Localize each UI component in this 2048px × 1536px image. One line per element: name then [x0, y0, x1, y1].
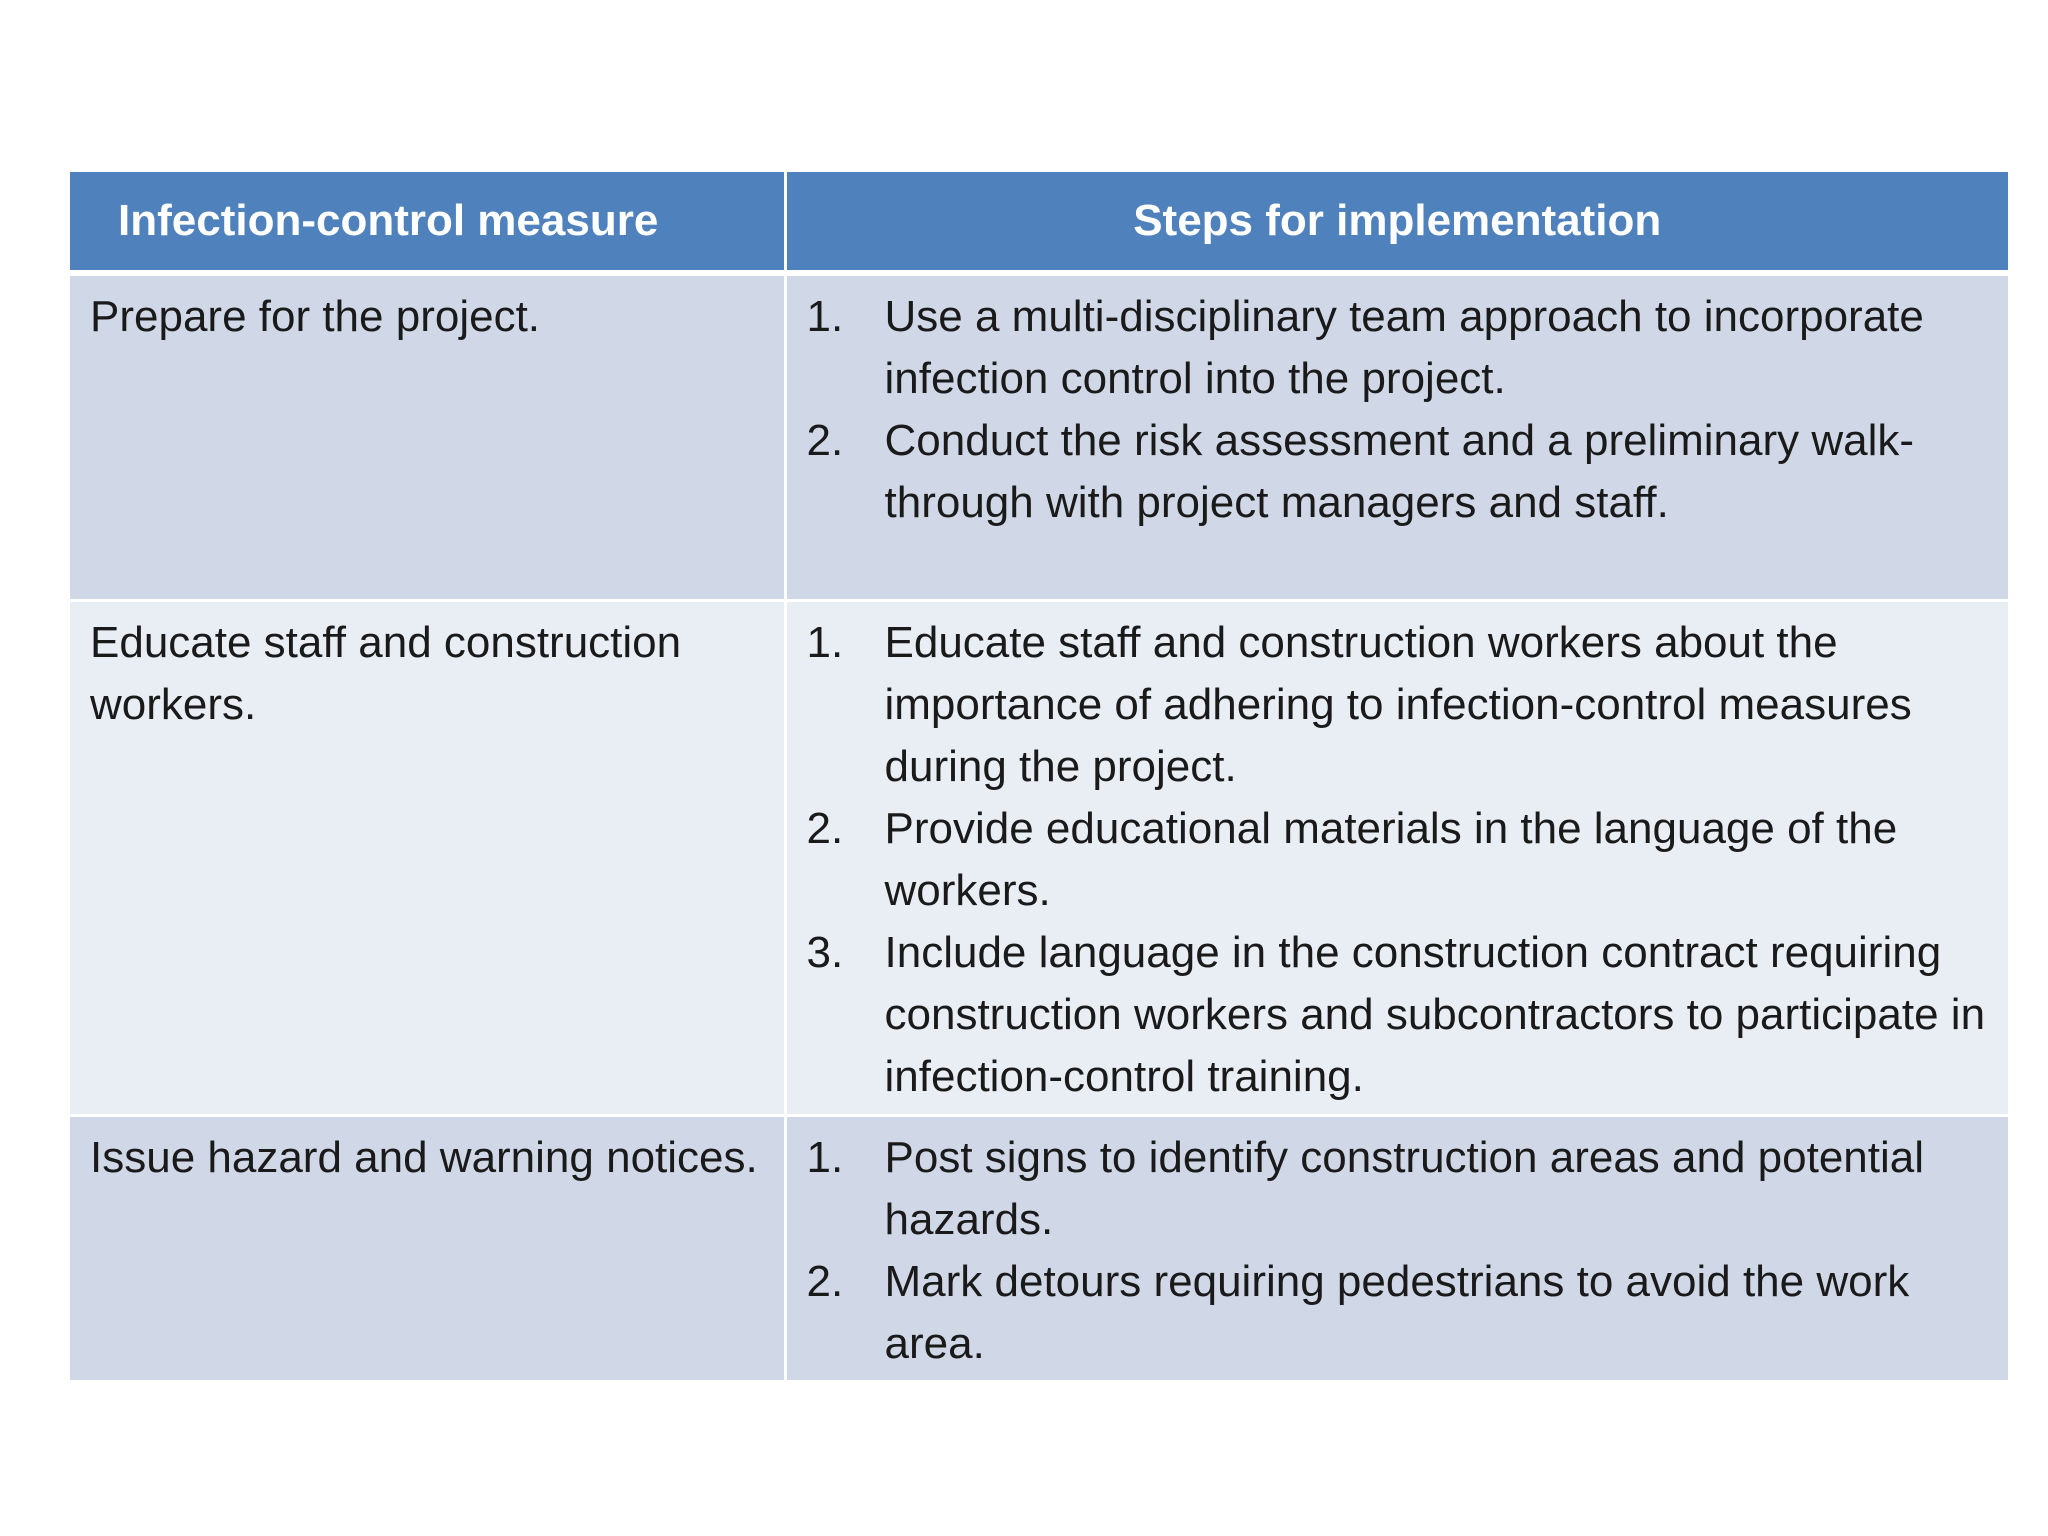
header-measure: Infection-control measure [70, 172, 785, 273]
infection-control-table [70, 172, 2008, 1383]
step-text: Provide educational materials in the language of the workers. [884, 803, 1898, 915]
step-text: Conduct the risk assessment and a preliminary walk-through with project managers and staff. [884, 416, 1915, 527]
steps-cell [785, 1115, 2008, 1381]
steps-list [807, 1127, 1989, 1375]
step-number: 2. [806, 803, 844, 853]
table-header-row [70, 172, 2008, 273]
step-text: Mark detours requiring pedestrians to avoid the work area. [884, 1256, 1910, 1368]
list-item [807, 286, 1989, 410]
step-text: Include language in the construction contract requiring construction workers and subcontractors to participate in infection-control training. [884, 927, 1986, 1101]
step-number: 3. [806, 927, 844, 977]
step-text: Educate staff and construction workers about the importance of adhering to infection-control measures during the project. [884, 617, 1912, 791]
header-steps: Steps for implementation [785, 172, 2008, 273]
list-item [807, 798, 1989, 922]
table-row [70, 600, 2008, 1115]
measure-cell: Issue hazard and warning notices. [70, 1115, 785, 1381]
step-number: 1. [806, 1132, 844, 1182]
list-item [807, 1127, 1989, 1251]
step-text: Post signs to identify construction areas and potential hazards. [884, 1132, 1924, 1244]
measure-cell: Prepare for the project. [70, 273, 785, 600]
list-item [807, 612, 1989, 798]
measure-cell: Educate staff and construction workers. [70, 600, 785, 1115]
step-number: 1. [806, 292, 844, 341]
list-item [807, 410, 1989, 534]
step-text: Use a multi-disciplinary team approach to incorporate infection control into the project. [884, 292, 1924, 403]
table-row [70, 1115, 2008, 1381]
table-row [70, 273, 2008, 600]
steps-cell [785, 600, 2008, 1115]
steps-list [807, 286, 1989, 534]
step-number: 2. [806, 416, 844, 465]
step-number: 2. [806, 1256, 844, 1306]
step-number: 1. [806, 617, 844, 667]
list-item [807, 922, 1989, 1108]
list-item [807, 1251, 1989, 1375]
steps-list [807, 612, 1989, 1108]
steps-cell [785, 273, 2008, 600]
